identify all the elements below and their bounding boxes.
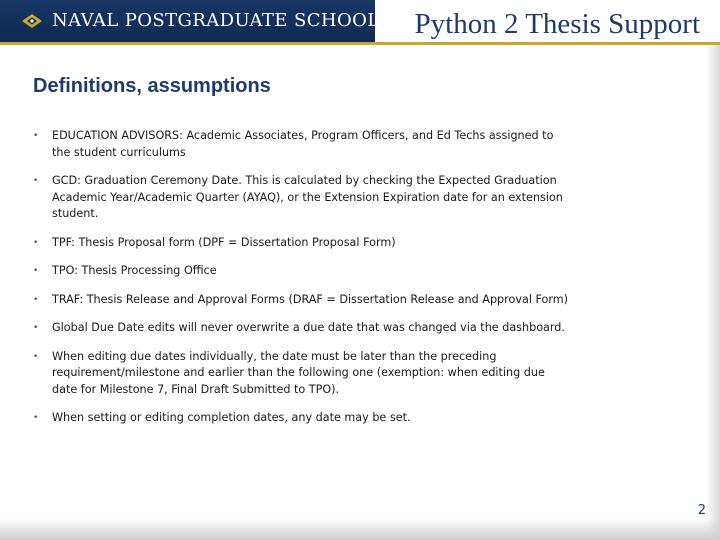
header-bar bbox=[0, 0, 380, 42]
page-number: 2 bbox=[697, 503, 706, 518]
list-item bbox=[33, 320, 573, 337]
bullet-marker: • bbox=[33, 237, 39, 248]
school-name: NAVAL POSTGRADUATE SCHOOL bbox=[52, 10, 380, 31]
section-heading: Definitions, assumptions bbox=[33, 75, 271, 97]
bullet-text: TRAF: Thesis Release and Approval Forms (DRAF = Dissertation Release and Approval Form) bbox=[52, 292, 569, 306]
bullet-text: When editing due dates individually, the date must be later than the preceding requirement/milestone and earlier than the following one (exemption: when editing due date for Milestone 7, Final Draft Submitted to TPO). bbox=[52, 349, 545, 396]
bullet-marker: • bbox=[33, 266, 39, 276]
bullet-text: TPF: Thesis Proposal form (DPF = Dissertation Proposal Form) bbox=[52, 235, 396, 249]
list-item bbox=[33, 263, 573, 280]
bullet-marker: • bbox=[33, 131, 39, 141]
list-item bbox=[33, 235, 573, 252]
slide-title: Python 2 Thesis Support bbox=[414, 8, 700, 40]
bullet-marker: • bbox=[33, 351, 39, 362]
bullet-list bbox=[33, 128, 573, 439]
bullet-marker: • bbox=[33, 413, 39, 423]
bullet-text: Global Due Date edits will never overwrite a due date that was changed via the dashboard. bbox=[52, 321, 565, 334]
nps-logo-icon bbox=[20, 12, 44, 30]
bullet-text: When setting or editing completion dates, any date may be set. bbox=[52, 411, 411, 424]
bullet-text: GCD: Graduation Ceremony Date. This is calculated by checking the Expected Graduation Academic Year/Academic Quarter (AYAQ), or the Extension Expiration date for an extension student. bbox=[52, 174, 563, 220]
list-item bbox=[33, 292, 573, 309]
bullet-marker: • bbox=[33, 323, 39, 333]
list-item bbox=[33, 410, 573, 427]
bullet-marker: • bbox=[33, 294, 39, 305]
bullet-text: TPO: Thesis Processing Office bbox=[52, 264, 217, 277]
list-item bbox=[33, 173, 573, 223]
list-item bbox=[33, 128, 573, 161]
gold-divider bbox=[0, 42, 720, 45]
list-item bbox=[33, 349, 573, 399]
bottom-edge-shadow bbox=[0, 518, 720, 540]
right-edge-shadow bbox=[706, 45, 720, 540]
bullet-marker: • bbox=[33, 176, 39, 186]
bullet-text: EDUCATION ADVISORS: Academic Associates, Program Officers, and Ed Techs assigned to the student curriculums bbox=[52, 129, 554, 159]
